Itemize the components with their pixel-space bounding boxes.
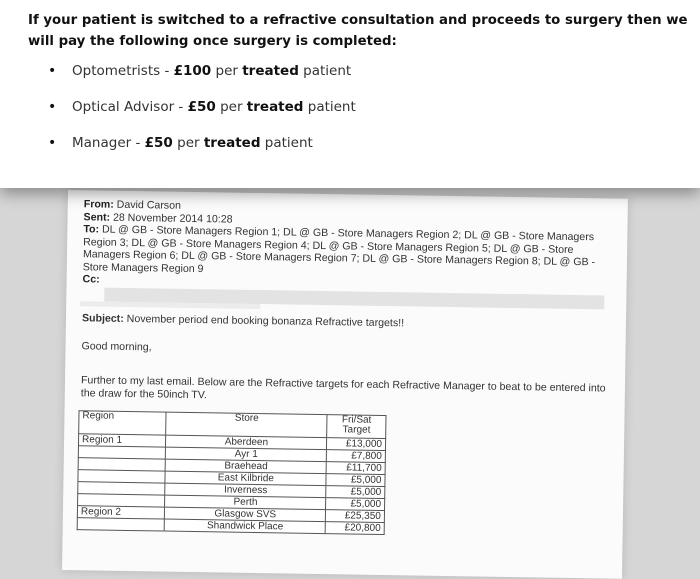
header-store: Store (166, 412, 328, 438)
payment-list (48, 60, 356, 168)
payment-item-optical-advisor: • Optical Advisor - £50 per treated patient (48, 96, 356, 132)
intro-heading: If your patient is switched to a refractive consultation and proceeds to surgery then we will pay the following once surgery is completed: (28, 13, 688, 49)
header-region: Region (79, 411, 167, 435)
payment-item-manager: • Manager - £50 per treated patient (48, 132, 356, 168)
email-greeting: Good morning, (81, 340, 152, 354)
email-cc: Cc: (82, 273, 100, 286)
email-subject: Subject: November period end booking bonanza Refractive targets!! (81, 312, 405, 330)
scanned-email (62, 190, 628, 579)
bullet-icon: • (48, 135, 57, 151)
table-row: East Kilbride £5,000 (78, 470, 385, 487)
bullet-icon: • (48, 63, 57, 79)
table-row: Inverness £5,000 (78, 482, 385, 499)
table-row: Shandwick Place £20,800 (77, 518, 384, 535)
table-row: Region 2 Glasgow SVS £25,350 (77, 506, 384, 523)
payment-item-optometrists: • Optometrists - £100 per treated patient (48, 60, 356, 96)
table-row: Region 1 Aberdeen £13,000 (78, 434, 385, 451)
table-row: Perth £5,000 (78, 494, 385, 511)
targets-table (77, 410, 387, 535)
payment-terms-panel (0, 0, 700, 188)
bullet-icon: • (48, 99, 57, 115)
email-header (82, 198, 613, 294)
email-body: Further to my last email. Below are the Refractive targets for each Refractive Manager to beat to be entered into the draw for the 50inch TV. (80, 374, 606, 402)
email-to: To: DL @ GB - Store Managers Region 1; DL @ GB - Store Managers Region 2; DL @ GB - Store Managers Region 3; DL @ GB - Store Managers Region 4; DL @ GB - Store Managers Region 5; DL @ GB - Store Managers Region 6; DL @ GB - Store Managers Region 7; DL @ GB - Store Managers Region 8; DL @ GB - Store Managers Region 9 (82, 223, 596, 275)
header-target: Fri/Sat Target (327, 415, 386, 439)
table-row: Ayr 1 £7,800 (78, 446, 385, 463)
email-from: From: David Carson (83, 198, 182, 212)
email-sent: Sent: 28 November 2014 10:28 (83, 210, 233, 226)
table-row: Braehead £11,700 (78, 458, 385, 475)
